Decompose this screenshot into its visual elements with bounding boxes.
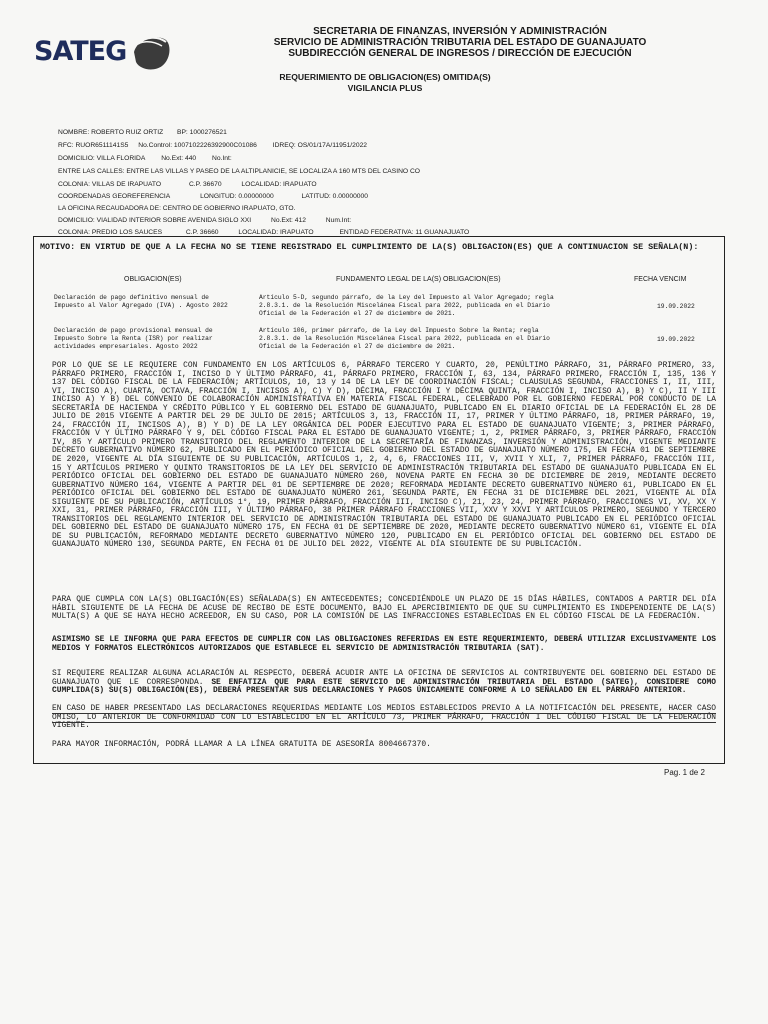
page-number: Pag. 1 de 2 bbox=[664, 768, 705, 777]
latitud: LATITUD: 0.00000000 bbox=[301, 193, 368, 200]
col-fundamento: FUNDAMENTO LEGAL DE LA(S) OBLIGACION(ES) bbox=[336, 276, 501, 283]
noint-oficina: Num.Int: bbox=[325, 217, 352, 224]
info-row-domicilio bbox=[58, 154, 232, 163]
paragraph-fundamento: POR LO QUE SE LE REQUIERE CON FUNDAMENTO EN LOS ARTÍCULOS 6, PÁRRAFO TERCERO Y CUARTO, 20, PENÚLTIMO PÁRRAFO, 31, PÁRRAFO PRIMERO, 33, PÁRRAFO PRIMERO, FRACCIÓN I, INCISO D Y ÚLTIMO PÁRRAFO, 41, PÁRRAFO PRIMERO, FRACCIÓN I, 63, 134, PÁRRAFO PRIMERO, FRACCIÓN I, 135, 136 Y 137 DEL CÓDIGO FISCAL DE LA FEDERACIÓN; ARTÍCULOS, 10, 13 y 14 DE LA LEY DE COORDINACIÓN FISCAL; CLAUSULAS SEGUNDA, FRACCIONES I, II, III, VI, INCISO A), CUARTA, OCTAVA, FRACCIÓN I, INCISOS A), C) Y D), DÉCIMA, FRACCIÓN I Y DÉCIMA QUINTA, FRACCIÓN I, INCISO A), B) Y C), II Y III INCISO A) Y B) DEL CONVENIO DE COLABORACIÓN ADMINISTRATIVA EN MATERIA FISCAL FEDERAL, CELEBRADO POR EL GOBIERNO FEDERAL POR CONDUCTO DE LA SECRETARÍA DE HACIENDA Y CRÉDITO PÚBLICO Y EL GOBIERNO DEL ESTADO DE GUANAJUATO, PUBLICADO EN EL DIARIO OFICIAL DE LA FEDERACIÓN EL 28 DE JULIO DE 2015 VIGENTE A PARTIR DEL 29 DE JULIO DE 2015; ARTÍCULOS 3, 13, FRACCIÓN II, 17, PRIMER Y ÚLTIMO PÁRRAFO, 18, PRIMER PÁRRAFO, 19, 24, FRACCIÓN II, INCISOS A), B) Y D) DE LA LEY ORGÁNICA DEL PODER EJECUTIVO PARA EL ESTADO DE GUANAJUATO VIGENTE; 3, PRIMER PÁRRAFO, FRACCIÓN V Y ÚLTIMO PÁRRAFO Y 9, DEL CÓDIGO FISCAL PARA EL ESTADO DE GUANAJUATO VIGENTE; 1, 2, PRIMER PÁRRAFO, 3, PRIMER PÁRRAFO, FRACCIÓN IV, 85 Y ARTÍCULO PRIMERO TRANSITORIO DEL REGLAMENTO INTERIOR DE LA SECRETARÍA DE FINANZAS, INVERSIÓN Y ADMINISTRACIÓN, VIGENTE MEDIANTE DECRETO GUBERNATIVO NÚMERO 62, PUBLICADO EN EL PERIÓDICO OFICIAL DEL GOBIERNO DEL ESTADO DE GUANAJUATO NÚMERO 175, EN FECHA 01 DE SEPTIEMBRE DE 2020, VIGENTE AL DÍA SIGUIENTE DE SU PUBLICACIÓN, ARTÍCULOS 1, 2, 4, 6, FRACCIONES III, V, XVII Y XLI, 7, PRIMER PÁRRAFO, FRACCIÓN III, 15 Y ARTÍCULOS PRIMERO Y QUINTO TRANSITORIOS DE LA LEY DEL SERVICIO DE ADMINISTRACIÓN TRIBUTARIA DEL ESTADO DE GUANAJUATO PUBLICADA EN EL PERIÓDICO OFICIAL DEL GOBIERNO DEL ESTADO DE GUANAJUATO NÚMERO 260, NOVENA PARTE EN FECHA 30 DE DICIEMBRE DE 2019, MEDIANTE DECRETO GUBERNATIVO NÚMERO 164, VIGENTE A PARTIR DEL 01 DE SEPTIEMBRE DE 2020; REFORMADA MEDIANTE DECRETO GUBERNATIVO NÚMERO 61, PUBLICADO EN EL PERIÓDICO OFICIAL DEL GOBIERNO DEL ESTADO DE GUANAJUATO NÚMERO 261, SEGUNDA PARTE, EN FECHA 31 DE DICIEMBRE DEL 2021, VIGENTE AL DÍA SIGUIENTE DE SU PUBLICACIÓN, ARTÍCULOS 1°, 19, PRIMER PÁRRAFO, FRACCIÓN III, INCISO C), 21, 23, 24, PRIMER PÁRRAFO, FRACCIONES VI, XV, XX Y XXI, 31, PRIMER PÁRRAFO, FRACCIÓN III, Y ÚLTIMO PÁRRAFO, 38 PRIMER PÁRRAFO FRACCIONES VII, XXV Y XXVI Y ARTÍCULOS PRIMERO, SEGUNDO Y TERCERO TRANSITORIOS DEL REGLAMENTO INTERIOR DEL SERVICIO DE ADMINISTRACIÓN TRIBUTARIA DEL ESTADO DE GUANAJUATO PUBLICADO EN EL PERIÓDICO OFICIAL DEL GOBIERNO DEL ESTADO DE GUANAJUATO NÚMERO 175, EN FECHA 01 DE SEPTIEMBRE DE 2020, MEDIANTE DECRETO GUBERNATIVO NÚMERO 61, VIGENTE EL DÍA DE SU PUBLICACIÓN, REFORMADO MEDIANTE DECRETO GUBERNATIVO NÚMERO 120, PUBLICADO EN EL PERIÓDICO OFICIAL DEL GOBIERNO DEL ESTADO DE GUANAJUATO NÚMERO 130, SEGUNDA PARTE, EN FECHA 01 DE JULIO DEL 2022, VIGENTE AL DÍA SIGUIENTE DE SU PUBLICACIÓN. bbox=[52, 361, 716, 550]
paragraph-caso-omiso: EN CASO DE HABER PRESENTADO LAS DECLARACIONES REQUERIDAS MEDIANTE LOS MEDIOS ESTABLECIDOS PREVIO A LA NOTIFICACIÓN DEL PRESENTE, HACER CASO OMISO, LO ANTERIOR DE CONFORMIDAD CON LO ESTABLECIDO EN EL ARTÍCULO 73, PRIMER PÁRRAFO, FRACCIÓN I DEL CÓDIGO FISCAL DE LA FEDERACIÓN VIGENTE. bbox=[52, 704, 716, 731]
motivo-text: MOTIVO: EN VIRTUD DE QUE A LA FECHA NO SE TIENE REGISTRADO EL CUMPLIMIENTO DE LA(S) OBLIGACION(ES) QUE A CONTINUACION SE SEÑALA(N): bbox=[40, 242, 699, 252]
sateg-logo bbox=[34, 24, 174, 80]
colonia: COLONIA: VILLAS DE IRAPUATO bbox=[58, 181, 162, 188]
info-row-rfc bbox=[58, 141, 367, 150]
entidad: ENTIDAD FEDERATIVA: 11 GUANAJUATO bbox=[339, 229, 470, 236]
localidad: LOCALIDAD: IRAPUATO bbox=[241, 181, 317, 188]
no-int: No.Int: bbox=[212, 155, 232, 162]
row2-fundamento: Artículo 106, primer párrafo, de la Ley del Impuesto Sobre la Renta; regla 2.8.3.1. de la Resolución Miscelánea Fiscal para 2022, publicada en el Diario Oficial de la Federación el 27 de diciembre de 2021. bbox=[259, 327, 550, 351]
aclaracion-enfasis: SE ENFATIZA QUE PARA ESTE SERVICIO DE ADMINISTRACIÓN TRIBUTARIA DEL ESTADO (SATEG), CONSIDERE COMO CUMPLIDA(S) SU(S) OBLIGACIÓN(ES), DEBERÁ PRESENTAR SUS DECLARACIONES Y PAGOS ÚNICAMENTE CONFORME A LO SEÑALADO EN EL PÁRRAFO ANTERIOR. bbox=[52, 677, 717, 696]
idreq: IDREQ: OS/01/17A/11951/2022 bbox=[272, 142, 368, 149]
paragraph-plazo: PARA QUE CUMPLA CON LA(S) OBLIGACIÓN(ES) SEÑALADA(S) EN ANTECEDENTES; CONCEDIÉNDOLE UN PLAZO DE 15 DÍAS HÁBILES, CONTADOS A PARTIR DEL DÍA HÁBIL SIGUIENTE DE LA FECHA DE ACUSE DE RECIBO DE ESTE DOCUMENTO, BAJO EL APERCIBIMIENTO DE QUE SU CUMPLIMIENTO ES INDEPENDIENTE DE LA(S) MULTA(S) A QUE SE HAYA HECHO ACREEDOR, EN SU CASO, POR LA COMISIÓN DE LAS INFRACCIONES ESTABLECIDAS EN EL CÓDIGO FISCAL DE LA FEDERACIÓN. bbox=[52, 595, 716, 622]
oficina: LA OFICINA RECAUDADORA DE: CENTRO DE GOBIERNO IRAPUATO, GTO. bbox=[58, 205, 296, 212]
info-row-coords bbox=[58, 192, 368, 201]
cp-oficina: C.P. 36660 bbox=[185, 229, 219, 236]
info-row-nombre bbox=[58, 128, 227, 137]
caso-omiso-underline-2 bbox=[52, 722, 716, 723]
doc-subtitle: VIGILANCIA PLUS bbox=[347, 83, 423, 93]
col-fecha: FECHA VENCIM bbox=[634, 276, 687, 283]
info-row-colonia bbox=[58, 180, 317, 189]
colonia-oficina: COLONIA: PREDIO LOS SAUCES bbox=[58, 229, 163, 236]
no-ext: No.Ext: 440 bbox=[161, 155, 197, 162]
logo-map-icon bbox=[128, 30, 174, 76]
row1-fecha: 19.09.2022 bbox=[657, 303, 695, 310]
paragraph-aclaracion bbox=[52, 670, 716, 698]
header-line1: SECRETARIA DE FINANZAS, INVERSIÓN Y ADMINISTRACIÓN bbox=[313, 26, 607, 37]
rfc: RFC: RUOR6511141S5 bbox=[58, 142, 129, 149]
header-line3: SUBDIRECCIÓN GENERAL DE INGRESOS / DIRECCIÓN DE EJECUCIÓN bbox=[288, 48, 632, 59]
domicilio: DOMICILIO: VILLA FLORIDA bbox=[58, 155, 146, 162]
no-control: No.Control: 1007102226392900C01086 bbox=[138, 142, 257, 149]
cp: C.P. 36670 bbox=[188, 181, 222, 188]
row1-fundamento: Artículo 5-D, segundo párrafo, de la Ley del Impuesto al Valor Agregado; regla 2.8.3.1. de la Resolución Miscelánea Fiscal para 2022, publicada en el Diario Oficial de la Federación el 27 de diciembre de 2021. bbox=[259, 294, 554, 318]
entre-calles: ENTRE LAS CALLES: ENTRE LAS VILLAS Y PASEO DE LA ALTIPLANICIE, SE LOCALIZA A 160 MTS DEL CASINO CO bbox=[58, 168, 421, 175]
dom-oficina: DOMICILIO: VIALIDAD INTERIOR SOBRE AVENIDA SIGLO XXI bbox=[58, 217, 252, 224]
paragraph-informacion: PARA MAYOR INFORMACIÓN, PODRÁ LLAMAR A LA LÍNEA GRATUITA DE ASESORÍA 8004667370. bbox=[52, 740, 431, 749]
longitud: LONGITUD: 0.00000000 bbox=[200, 193, 274, 200]
paragraph-asimismo: ASIMISMO SE LE INFORMA QUE PARA EFECTOS DE CUMPLIR CON LAS OBLIGACIONES REFERIDAS EN ESTE REQUERIMIENTO, DEBERÁ UTILIZAR EXCLUSIVAMENTE LOS MEDIOS Y FORMATOS ELECTRÓNICOS AUTORIZADOS QUE ESTABLECE EL SERVICIO DE ADMINISTRACIÓN TRIBUTARIA (SAT). bbox=[52, 635, 716, 653]
col-obligaciones: OBLIGACION(ES) bbox=[124, 276, 182, 283]
coords-label: COORDENADAS GEOREFERENCIA bbox=[58, 193, 171, 200]
noext-oficina: No.Ext: 412 bbox=[270, 217, 306, 224]
aclaracion-text: SI REQUIERE REALIZAR ALGUNA ACLARACIÓN AL RESPECTO, DEBERÁ ACUDIR ANTE LA OFICINA DE SERVICIOS AL CONTRIBUYENTE DEL GOBIERNO DEL ESTADO DE GUANAJUATO QUE LE CORRESPONDA. bbox=[52, 669, 716, 687]
row2-obligacion: Declaración de pago provisional mensual de Impuesto Sobre la Renta (ISR) por realizar actividades empresariales. Agosto 2022 bbox=[54, 327, 213, 351]
logo-text: SATEG bbox=[34, 36, 127, 67]
row1-obligacion: Declaración de pago definitivo mensual de Impuesto al Valor Agregado (IVA) . Agosto 2022 bbox=[54, 294, 228, 310]
nombre: NOMBRE: ROBERTO RUIZ ORTIZ bbox=[58, 129, 164, 136]
doc-title: REQUERIMIENTO DE OBLIGACION(ES) OMITIDA(S) bbox=[279, 72, 491, 82]
localidad-oficina: LOCALIDAD: IRAPUATO bbox=[238, 229, 314, 236]
bp: BP: 1000276521 bbox=[177, 129, 227, 136]
caso-omiso-underline bbox=[52, 713, 716, 714]
row2-fecha: 19.09.2022 bbox=[657, 336, 695, 343]
header-line2: SERVICIO DE ADMINISTRACIÓN TRIBUTARIA DEL ESTADO DE GUANAJUATO bbox=[273, 37, 647, 48]
info-row-dom-oficina bbox=[58, 216, 351, 225]
